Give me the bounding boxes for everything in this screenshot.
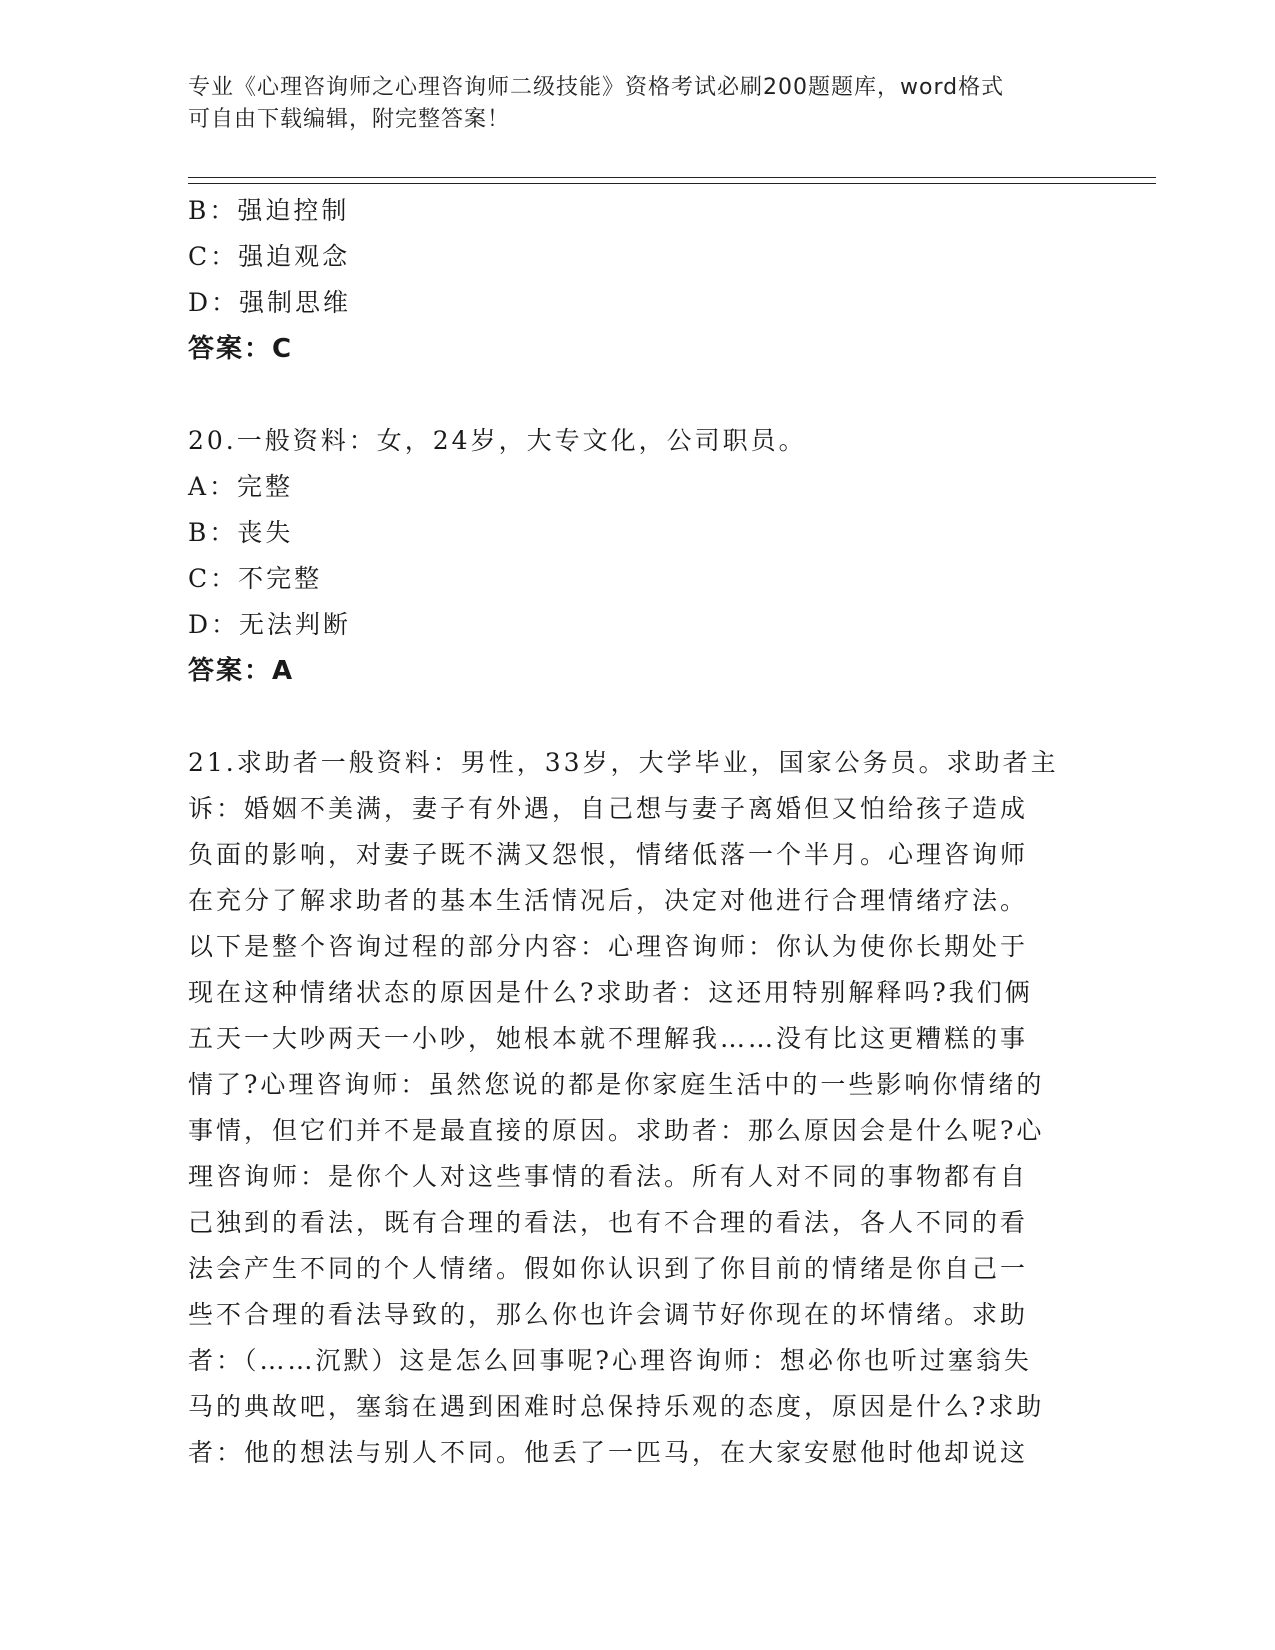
page-header [188, 72, 1068, 136]
q20-answer: 答案：A [188, 656, 295, 686]
q21-line: 现在这种情绪状态的原因是什么?求助者：这还用特别解释吗?我们俩 [188, 978, 1033, 1007]
q20-question: 20.一般资料：女，24岁，大专文化，公司职员。 [188, 426, 807, 455]
header-line-1: 专业《心理咨询师之心理咨询师二级技能》资格考试必刷200题题库，word格式 [188, 75, 1005, 100]
q21-line: 理咨询师：是你个人对这些事情的看法。所有人对不同的事物都有自 [188, 1162, 1029, 1191]
question-content [188, 188, 1078, 1476]
q19-answer: 答案：C [188, 334, 294, 364]
q21-line: 者：（……沉默）这是怎么回事呢?心理咨询师：想必你也听过塞翁失 [188, 1346, 1032, 1375]
q21-line: 己独到的看法，既有合理的看法，也有不合理的看法，各人不同的看 [188, 1208, 1029, 1237]
q21-line: 法会产生不同的个人情绪。假如你认识到了你目前的情绪是你自己一 [188, 1254, 1029, 1283]
q21-line: 事情，但它们并不是最直接的原因。求助者：那么原因会是什么呢?心 [188, 1116, 1045, 1145]
q21-line: 诉：婚姻不美满，妻子有外遇，自己想与妻子离婚但又怕给孩子造成 [188, 794, 1029, 823]
header-divider [188, 177, 1156, 184]
q20-option-a: A：完整 [188, 472, 294, 501]
q20-option-c: C：不完整 [188, 564, 323, 593]
q20-option-b: B：丧失 [188, 518, 294, 547]
q21-line: 在充分了解求助者的基本生活情况后，决定对他进行合理情绪疗法。 [188, 886, 1029, 915]
q19-option-b: B：强迫控制 [188, 196, 350, 225]
q20-option-d: D：无法判断 [188, 610, 352, 639]
spacer [188, 372, 1078, 418]
q19-option-c: C：强迫观念 [188, 242, 351, 271]
spacer [188, 694, 1078, 740]
q19-option-d: D：强制思维 [188, 288, 352, 317]
q21-line: 些不合理的看法导致的，那么你也许会调节好你现在的坏情绪。求助 [188, 1300, 1029, 1329]
q21-line: 21.求助者一般资料：男性，33岁，大学毕业，国家公务员。求助者主 [188, 748, 1059, 777]
q21-line: 五天一大吵两天一小吵，她根本就不理解我……没有比这更糟糕的事 [188, 1024, 1029, 1053]
q21-line: 马的典故吧，塞翁在遇到困难时总保持乐观的态度，原因是什么?求助 [188, 1392, 1045, 1421]
q21-question [188, 740, 1078, 1476]
q21-line: 者：他的想法与别人不同。他丢了一匹马，在大家安慰他时他却说这 [188, 1438, 1029, 1467]
header-line-2: 可自由下载编辑，附完整答案！ [188, 107, 511, 132]
q21-line: 情了?心理咨询师：虽然您说的都是你家庭生活中的一些影响你情绪的 [188, 1070, 1045, 1099]
q21-line: 以下是整个咨询过程的部分内容：心理咨询师：你认为使你长期处于 [188, 932, 1029, 961]
q21-line: 负面的影响，对妻子既不满又怨恨，情绪低落一个半月。心理咨询师 [188, 840, 1029, 869]
